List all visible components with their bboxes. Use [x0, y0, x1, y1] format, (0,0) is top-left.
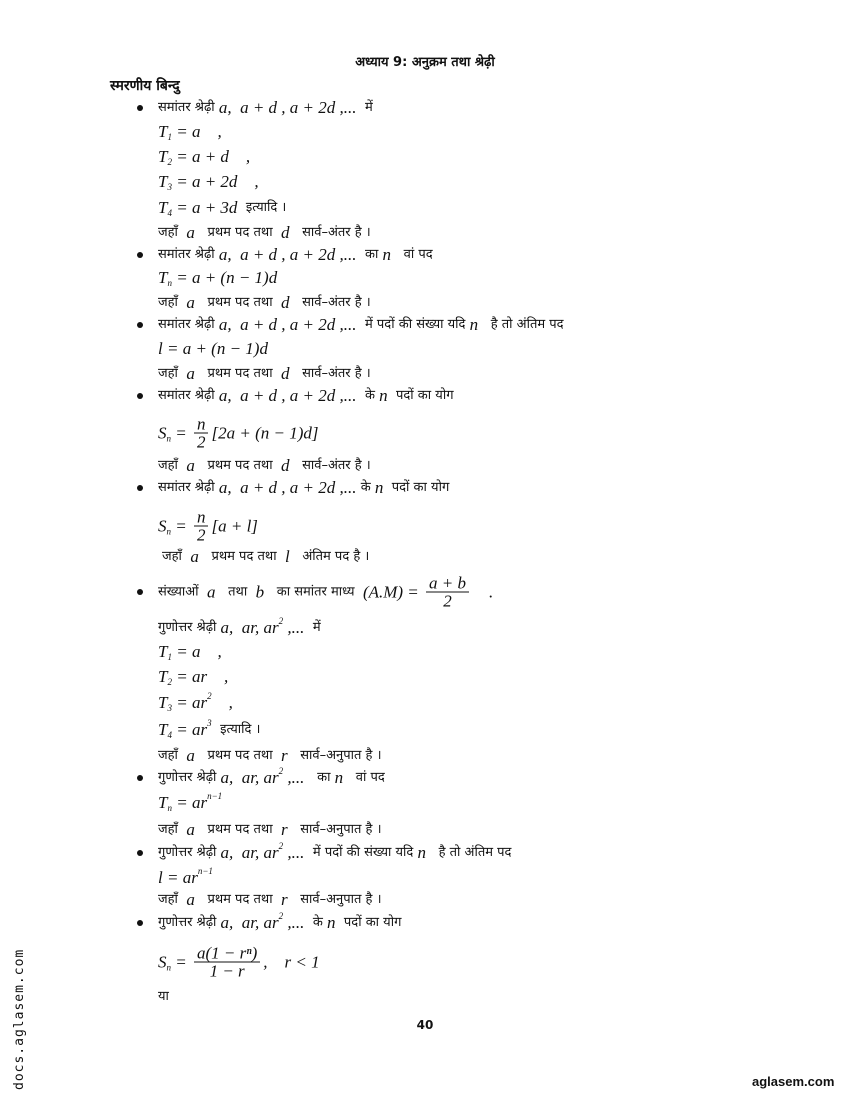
hindi-text: पदों का योग [339, 915, 402, 930]
hindi-text: वां पद [351, 770, 385, 785]
denominator: 1 − r [209, 961, 245, 981]
text-line [158, 746, 382, 766]
hindi-text: जहाँ [158, 892, 183, 907]
hindi-text: जहाँ [158, 225, 183, 240]
math-text: l = a + (n − 1)d [158, 339, 268, 358]
text-line [158, 642, 222, 662]
text-line [158, 198, 286, 218]
fraction [194, 416, 209, 451]
hindi-text: पदों का योग [391, 388, 454, 403]
math-text: = a + d , [171, 147, 251, 166]
hindi-text: इत्यादि । [220, 722, 261, 737]
hindi-text: सार्व–अनुपात है । [296, 892, 382, 907]
math-text: n [167, 803, 172, 813]
hindi-text: जहाँ [158, 458, 183, 473]
hindi-text: तथा [223, 584, 252, 599]
math-text: S [158, 952, 167, 971]
math-text: S [158, 423, 167, 442]
hindi-text: जहाँ [162, 549, 187, 564]
hindi-text: में पदों की संख्या यदि [365, 317, 470, 332]
fraction [426, 575, 469, 610]
hindi-text: में [365, 100, 373, 115]
text-line [158, 820, 382, 840]
hindi-text: समांतर श्रेढ़ी [158, 247, 219, 262]
math-text: 4 [167, 208, 172, 218]
denominator: 2 [443, 591, 452, 611]
math-text: a, ar, ar [220, 618, 279, 637]
bullet-icon [137, 850, 143, 856]
math-text: 2 [207, 691, 212, 701]
hindi-text: पदों का योग [387, 480, 450, 495]
hindi-text: में पदों की संख्या यदि [312, 845, 418, 860]
hindi-text: के [312, 915, 328, 930]
hindi-text: प्रथम पद तथा [203, 458, 277, 473]
text-line [158, 575, 493, 610]
math-text: a, a + d , a + 2d ,... [218, 245, 366, 264]
hindi-text: का समांतर माध्य [272, 584, 359, 599]
bullet-icon [137, 252, 143, 258]
math-text: r [276, 890, 297, 909]
text-line [158, 987, 169, 1007]
hindi-text: में [312, 620, 321, 635]
math-text: = ar , [171, 667, 229, 686]
side-watermark: docs.aglasem.com [12, 948, 27, 1090]
hindi-text: प्रथम पद तथा [203, 295, 277, 310]
math-text: n [382, 245, 400, 264]
math-text: a [182, 223, 204, 242]
text-line [158, 386, 454, 406]
hindi-text: के [365, 388, 380, 403]
bullet-icon [137, 485, 143, 491]
math-text: 3 [167, 703, 172, 713]
math-text: 2 [167, 677, 172, 687]
math-text: = a + 2d , [171, 172, 259, 191]
text-line [158, 890, 382, 910]
text-line [158, 768, 385, 788]
fraction [194, 509, 209, 544]
math-text: T [158, 667, 168, 686]
text-line [158, 945, 320, 980]
math-text: 4 [167, 730, 172, 740]
text-line [158, 793, 222, 813]
math-text: 2 [278, 766, 284, 776]
math-text: (A.M) = [358, 582, 424, 601]
bullet-icon [137, 393, 143, 399]
hindi-text: है तो अंतिम पद [434, 845, 512, 860]
hindi-text: गुणोत्तर श्रेढ़ी [158, 915, 221, 930]
math-text: T [158, 147, 168, 166]
numerator: a + b [426, 575, 469, 593]
text-line [158, 693, 233, 713]
math-text: = a , [171, 642, 222, 661]
math-text: a, a + d , a + 2d ,... [218, 478, 361, 497]
bullet-icon [137, 105, 143, 111]
math-text: T [158, 693, 168, 712]
math-text: 2 [278, 616, 284, 626]
math-text: T [158, 268, 168, 287]
math-text: 1 [167, 652, 172, 662]
math-text: n [166, 526, 171, 536]
math-text: a, ar, ar [220, 768, 279, 787]
text-line [158, 913, 401, 933]
hindi-text: का [317, 770, 335, 785]
math-text: = ar [171, 793, 208, 812]
math-text: 2 [167, 157, 172, 167]
text-line [162, 547, 369, 567]
hindi-text: सार्व–अंतर है । [297, 295, 371, 310]
math-text: = ar [171, 720, 208, 739]
text-line [158, 416, 318, 451]
math-text: T [158, 720, 168, 739]
math-text: , [211, 693, 233, 712]
hindi-text: प्रथम पद तथा [203, 748, 277, 763]
math-text: a, a + d , a + 2d ,... [218, 98, 366, 117]
math-text: n [334, 768, 352, 787]
math-text: a [182, 456, 204, 475]
text-line [158, 868, 213, 888]
math-text: T [158, 122, 168, 141]
hindi-text: जहाँ [158, 748, 183, 763]
text-line [158, 223, 371, 243]
hindi-text: का [365, 247, 383, 262]
hindi-text: समांतर श्रेढ़ी [158, 100, 219, 115]
math-text: = [171, 952, 191, 971]
math-text: ,... [283, 768, 318, 787]
math-text: n [417, 843, 435, 862]
math-text: = a , [171, 122, 222, 141]
page-number: 40 [416, 1018, 434, 1032]
hindi-text: समांतर श्रेढ़ी [158, 317, 219, 332]
math-text: ,... [283, 843, 313, 862]
hindi-text: गुणोत्तर श्रेढ़ी [158, 620, 221, 635]
math-text: , r < 1 [263, 952, 320, 971]
hindi-text: सार्व–अंतर है । [297, 458, 371, 473]
math-text: a, a + d , a + 2d ,... [218, 315, 366, 334]
math-text: 2 [278, 841, 284, 851]
math-text: = a + 3d [171, 198, 246, 217]
hindi-text: प्रथम पद तथा [207, 549, 281, 564]
text-line [158, 122, 222, 142]
math-text: a, ar, ar [220, 913, 279, 932]
math-text: n [166, 433, 171, 443]
hindi-text: सार्व–अंतर है । [297, 225, 371, 240]
math-text: n−1 [207, 791, 223, 801]
text-line [158, 364, 371, 384]
text-line [158, 456, 371, 476]
math-text: S [158, 516, 167, 535]
math-text: a [182, 890, 204, 909]
hindi-text: सार्व–अंतर है । [297, 366, 371, 381]
math-text: n [374, 478, 388, 497]
hindi-text: संख्याओं [158, 584, 203, 599]
hindi-text: समांतर श्रेढ़ी [158, 388, 219, 403]
math-text: d [276, 364, 298, 383]
text-line [158, 478, 449, 498]
math-text: 3 [207, 718, 212, 728]
math-text: T [158, 793, 168, 812]
text-line [158, 98, 373, 118]
math-text: 2 [278, 911, 284, 921]
hindi-text: सार्व–अनुपात है । [296, 822, 382, 837]
math-text: a [182, 746, 204, 765]
math-text: T [158, 642, 168, 661]
hindi-text: है तो अंतिम पद [486, 317, 564, 332]
hindi-text: प्रथम पद तथा [203, 892, 277, 907]
math-text: n [379, 386, 392, 405]
hindi-text: वां पद [399, 247, 433, 262]
hindi-text: के [360, 480, 375, 495]
hindi-text: प्रथम पद तथा [203, 822, 277, 837]
hindi-text: इत्यादि । [245, 200, 287, 215]
chapter-title [0, 52, 850, 70]
text-line [158, 843, 511, 863]
fraction [194, 945, 260, 980]
math-text: [a + l] [211, 516, 258, 535]
numerator: n [194, 509, 209, 527]
bullet-icon [137, 589, 143, 595]
denominator: 2 [196, 525, 206, 545]
hindi-text: समांतर श्रेढ़ी [158, 480, 219, 495]
brand-watermark: aglasem.com [752, 1074, 835, 1089]
hindi-text: गुणोत्तर श्रेढ़ी [158, 770, 221, 785]
text-line [158, 618, 321, 638]
math-text: l = ar [158, 868, 198, 887]
hindi-text: अंतिम पद है । [298, 549, 370, 564]
math-text: b [251, 582, 273, 601]
math-text: a [182, 293, 204, 312]
hindi-text: जहाँ [158, 366, 183, 381]
math-text: = ar [171, 693, 208, 712]
math-text: . [472, 582, 494, 601]
math-text: ,... [283, 913, 313, 932]
math-text: T [158, 198, 168, 217]
math-text: d [276, 456, 298, 475]
text-line [158, 147, 250, 167]
bullet-icon [137, 920, 143, 926]
math-text: T [158, 172, 168, 191]
section-heading: स्मरणीय बिन्दु [110, 78, 180, 94]
hindi-text: या [158, 989, 169, 1004]
math-text: [2a + (n − 1)d] [211, 423, 319, 442]
math-text: n [469, 315, 487, 334]
math-text: ,... [283, 618, 313, 637]
text-line [158, 268, 277, 288]
chapter-title-text: अध्याय 9: अनुक्रम तथा श्रेढ़ी [355, 55, 495, 70]
math-text: a [182, 820, 204, 839]
hindi-text: सार्व–अनुपात है । [296, 748, 382, 763]
math-text: n−1 [197, 866, 213, 876]
hindi-text: गुणोत्तर श्रेढ़ी [158, 845, 221, 860]
math-text: n [166, 962, 171, 972]
hindi-text: जहाँ [158, 295, 183, 310]
math-text: n [167, 278, 172, 288]
hindi-text: प्रथम पद तथा [203, 366, 277, 381]
denominator: 2 [196, 432, 206, 452]
math-text: 3 [167, 182, 172, 192]
math-text: r [276, 746, 297, 765]
math-text: = [171, 423, 191, 442]
math-text: = [171, 516, 191, 535]
numerator: a(1 − rⁿ) [194, 945, 260, 963]
math-text: 1 [167, 132, 172, 142]
bullet-icon [137, 775, 143, 781]
math-text: d [276, 293, 298, 312]
numerator: n [194, 416, 209, 434]
text-line [158, 172, 259, 192]
math-text: = a + (n − 1)d [171, 268, 278, 287]
text-line [158, 720, 260, 740]
math-text: n [327, 913, 340, 932]
text-line [158, 245, 433, 265]
bullet-icon [137, 322, 143, 328]
math-text: a, ar, ar [220, 843, 279, 862]
math-text: l [280, 547, 299, 566]
text-line [158, 667, 228, 687]
math-text: a [186, 547, 208, 566]
math-text: a [182, 364, 204, 383]
text-line [158, 509, 258, 544]
math-text: a [202, 582, 224, 601]
math-text: r [276, 820, 297, 839]
math-text: a, a + d , a + 2d ,... [218, 386, 366, 405]
math-text: d [276, 223, 298, 242]
text-line [158, 293, 371, 313]
hindi-text: जहाँ [158, 822, 183, 837]
text-line [158, 315, 564, 335]
hindi-text: प्रथम पद तथा [203, 225, 277, 240]
text-line [158, 339, 268, 359]
math-text [212, 720, 221, 740]
